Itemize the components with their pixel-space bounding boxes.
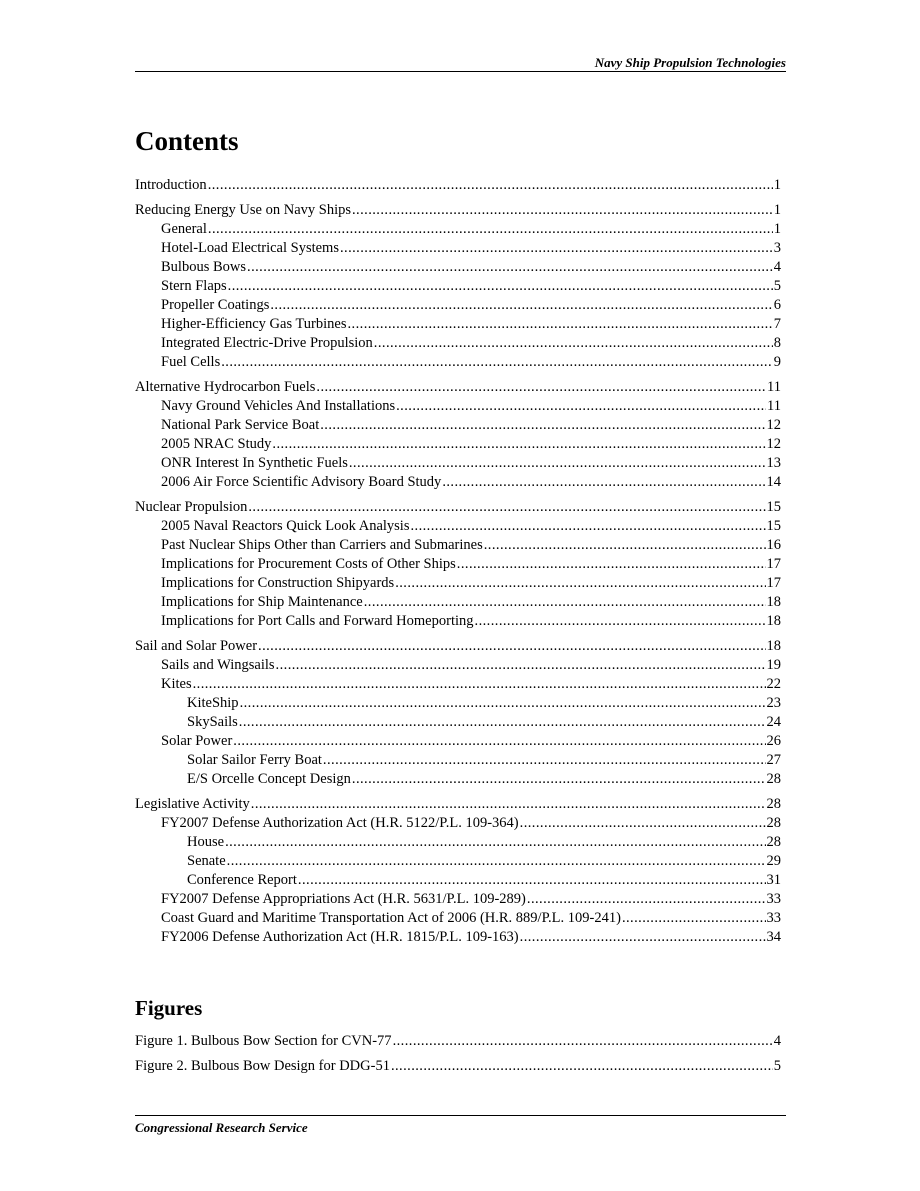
toc-entry-label: Alternative Hydrocarbon Fuels [135, 379, 316, 395]
toc-entry-page-number: 18 [766, 613, 781, 629]
toc-entry-label: General [161, 221, 207, 237]
toc-entry[interactable] [135, 656, 781, 675]
toc-entry[interactable] [135, 454, 781, 473]
toc-entry-page-number: 31 [766, 872, 781, 888]
toc-entry-label: Kites [161, 676, 192, 692]
toc-entry-label: Introduction [135, 177, 207, 193]
toc-entry-label: Implications for Ship Maintenance [161, 594, 363, 610]
toc-entry-page-number: 28 [766, 815, 781, 831]
dot-leader [457, 555, 766, 574]
toc-entry[interactable] [135, 378, 781, 397]
toc-entry-label: Hotel-Load Electrical Systems [161, 240, 339, 256]
footer-rule [135, 1115, 786, 1116]
toc-entry-page-number: 27 [766, 752, 781, 768]
dot-leader [228, 277, 773, 296]
dot-leader [391, 1057, 773, 1076]
toc-entry[interactable] [135, 315, 781, 334]
toc-entry-label: Implications for Procurement Costs of Other Ships [161, 556, 456, 572]
toc-entry-page-number: 28 [766, 834, 781, 850]
dot-leader [349, 454, 766, 473]
toc-entry[interactable] [135, 416, 781, 435]
dot-leader [298, 871, 766, 890]
toc-entry-label: Implications for Construction Shipyards [161, 575, 395, 591]
running-header: Navy Ship Propulsion Technologies [594, 55, 786, 70]
toc-entry-page-number: 16 [766, 537, 781, 553]
toc-entry-page-number: 15 [766, 499, 781, 515]
dot-leader [323, 751, 766, 770]
dot-leader [239, 713, 766, 732]
toc-entry-label: ONR Interest In Synthetic Fuels [161, 455, 348, 471]
dot-leader [248, 498, 765, 517]
dot-leader [348, 315, 773, 334]
toc-entry[interactable] [135, 201, 781, 220]
toc-entry-page-number: 28 [766, 771, 781, 787]
dot-leader [251, 795, 766, 814]
toc-entry[interactable] [135, 770, 781, 789]
toc-entry-page-number: 14 [766, 474, 781, 490]
figure-entry-page-number: 5 [773, 1058, 781, 1074]
dot-leader [527, 890, 766, 909]
toc-entry[interactable] [135, 334, 781, 353]
dot-leader [208, 220, 773, 239]
toc-entry[interactable] [135, 928, 781, 947]
toc-entry[interactable] [135, 713, 781, 732]
dot-leader [352, 201, 773, 220]
toc-entry-label: Reducing Energy Use on Navy Ships [135, 202, 351, 218]
dot-leader [364, 593, 766, 612]
dot-leader [395, 574, 765, 593]
toc-entry[interactable] [135, 473, 781, 492]
toc-entry-page-number: 12 [766, 417, 781, 433]
toc-entry-page-number: 24 [766, 714, 781, 730]
toc-entry-label: Bulbous Bows [161, 259, 247, 275]
toc-entry-page-number: 19 [766, 657, 781, 673]
toc-entry-label: Sail and Solar Power [135, 638, 258, 654]
toc-entry-page-number: 3 [773, 240, 781, 256]
toc-entry-label: FY2007 Defense Appropriations Act (H.R. 5631/P.L. 109-289) [161, 891, 526, 907]
toc-entry[interactable] [135, 555, 781, 574]
toc-entry[interactable] [135, 176, 781, 195]
toc-entry[interactable] [135, 637, 781, 656]
toc-entry-label: Conference Report [187, 872, 297, 888]
header-rule [135, 71, 786, 72]
toc-entry[interactable] [135, 397, 781, 416]
figure-entry[interactable] [135, 1032, 781, 1051]
toc-entry[interactable] [135, 574, 781, 593]
toc-entry[interactable] [135, 498, 781, 517]
toc-entry-page-number: 7 [773, 316, 781, 332]
toc-entry-page-number: 17 [766, 556, 781, 572]
toc-entry-label: FY2007 Defense Authorization Act (H.R. 5122/P.L. 109-364) [161, 815, 519, 831]
toc-entry-page-number: 28 [766, 796, 781, 812]
toc-entry[interactable] [135, 795, 781, 814]
dot-leader [622, 909, 766, 928]
toc-entry[interactable] [135, 593, 781, 612]
dot-leader [442, 473, 765, 492]
toc-entry-page-number: 18 [766, 594, 781, 610]
figure-entry-label: Figure 2. Bulbous Bow Design for DDG-51 [135, 1058, 390, 1074]
toc-entry[interactable] [135, 852, 781, 871]
toc-entry-page-number: 22 [766, 676, 781, 692]
toc-entry[interactable] [135, 220, 781, 239]
toc-entry[interactable] [135, 675, 781, 694]
toc-entry-page-number: 1 [773, 221, 781, 237]
dot-leader [240, 694, 766, 713]
toc-entry-label: Navy Ground Vehicles And Installations [161, 398, 396, 414]
dot-leader [475, 612, 766, 631]
contents-heading: Contents [135, 126, 239, 156]
toc-entry[interactable] [135, 353, 781, 372]
running-footer: Congressional Research Service [135, 1120, 308, 1135]
toc-entry[interactable] [135, 833, 781, 852]
toc-entry[interactable] [135, 909, 781, 928]
toc-entry-label: Legislative Activity [135, 796, 250, 812]
dot-leader [272, 435, 765, 454]
toc-entry-page-number: 26 [766, 733, 781, 749]
toc-entry-label: 2005 NRAC Study [161, 436, 272, 452]
dot-leader [393, 1032, 773, 1051]
toc-entry-label: 2006 Air Force Scientific Advisory Board Study [161, 474, 442, 490]
toc-entry-page-number: 34 [766, 929, 781, 945]
figure-entry[interactable] [135, 1057, 781, 1076]
dot-leader [340, 239, 773, 258]
toc-entry[interactable] [135, 814, 781, 833]
figures-heading: Figures [135, 996, 203, 1020]
dot-leader [276, 656, 766, 675]
dot-leader [233, 732, 765, 751]
toc-entry-label: Sails and Wingsails [161, 657, 275, 673]
toc-entry[interactable] [135, 890, 781, 909]
dot-leader [221, 353, 773, 372]
dot-leader [396, 397, 766, 416]
toc-entry-label: Senate [187, 853, 226, 869]
toc-entry-label: KiteShip [187, 695, 239, 711]
toc-entry-page-number: 23 [766, 695, 781, 711]
toc-entry-page-number: 1 [773, 177, 781, 193]
toc-entry-label: Solar Sailor Ferry Boat [187, 752, 322, 768]
dot-leader [316, 378, 766, 397]
toc-entry-page-number: 33 [766, 891, 781, 907]
toc-entry-label: Past Nuclear Ships Other than Carriers and Submarines [161, 537, 483, 553]
toc-entry-label: E/S Orcelle Concept Design [187, 771, 351, 787]
toc-entry[interactable] [135, 296, 781, 315]
toc-entry-label: Stern Flaps [161, 278, 227, 294]
toc-entry-label: National Park Service Boat [161, 417, 320, 433]
toc-entry-page-number: 15 [766, 518, 781, 534]
dot-leader [258, 637, 765, 656]
toc-entry[interactable] [135, 751, 781, 770]
toc-entry[interactable] [135, 435, 781, 454]
figure-entry-page-number: 4 [773, 1033, 781, 1049]
toc-entry-label: Solar Power [161, 733, 233, 749]
toc-entry-label: Implications for Port Calls and Forward Homeporting [161, 613, 474, 629]
toc-entry[interactable] [135, 871, 781, 890]
dot-leader [193, 675, 766, 694]
table-of-contents [135, 176, 781, 947]
toc-entry-page-number: 17 [766, 575, 781, 591]
dot-leader [410, 517, 765, 536]
dot-leader [352, 770, 766, 789]
dot-leader [520, 928, 766, 947]
toc-entry[interactable] [135, 694, 781, 713]
dot-leader [208, 176, 773, 195]
toc-entry[interactable] [135, 258, 781, 277]
toc-entry[interactable] [135, 732, 781, 751]
toc-entry-page-number: 18 [766, 638, 781, 654]
toc-entry[interactable] [135, 517, 781, 536]
toc-entry-page-number: 4 [773, 259, 781, 275]
toc-entry-label: Integrated Electric-Drive Propulsion [161, 335, 373, 351]
toc-entry-page-number: 1 [773, 202, 781, 218]
toc-entry[interactable] [135, 277, 781, 296]
toc-entry[interactable] [135, 239, 781, 258]
toc-entry-label: FY2006 Defense Authorization Act (H.R. 1815/P.L. 109-163) [161, 929, 519, 945]
figure-entry-label: Figure 1. Bulbous Bow Section for CVN-77 [135, 1033, 392, 1049]
dot-leader [374, 334, 773, 353]
toc-entry-page-number: 11 [767, 398, 781, 414]
toc-entry-page-number: 33 [766, 910, 781, 926]
toc-entry-label: House [187, 834, 225, 850]
dot-leader [225, 833, 765, 852]
dot-leader [247, 258, 773, 277]
toc-entry-page-number: 29 [766, 853, 781, 869]
dot-leader [520, 814, 766, 833]
toc-entry-page-number: 8 [773, 335, 781, 351]
toc-entry-label: Propeller Coatings [161, 297, 270, 313]
dot-leader [227, 852, 766, 871]
toc-entry[interactable] [135, 536, 781, 555]
dot-leader [320, 416, 765, 435]
toc-entry[interactable] [135, 612, 781, 631]
dot-leader [270, 296, 772, 315]
toc-entry-page-number: 5 [773, 278, 781, 294]
toc-entry-label: Fuel Cells [161, 354, 221, 370]
dot-leader [484, 536, 766, 555]
toc-entry-label: Nuclear Propulsion [135, 499, 248, 515]
toc-entry-page-number: 12 [766, 436, 781, 452]
toc-entry-label: Higher-Efficiency Gas Turbines [161, 316, 347, 332]
toc-entry-page-number: 9 [773, 354, 781, 370]
toc-entry-label: 2005 Naval Reactors Quick Look Analysis [161, 518, 410, 534]
toc-entry-page-number: 6 [773, 297, 781, 313]
toc-entry-page-number: 11 [767, 379, 781, 395]
toc-entry-label: Coast Guard and Maritime Transportation Act of 2006 (H.R. 889/P.L. 109-241) [161, 910, 621, 926]
list-of-figures [135, 1032, 781, 1076]
toc-entry-page-number: 13 [766, 455, 781, 471]
toc-entry-label: SkySails [187, 714, 238, 730]
